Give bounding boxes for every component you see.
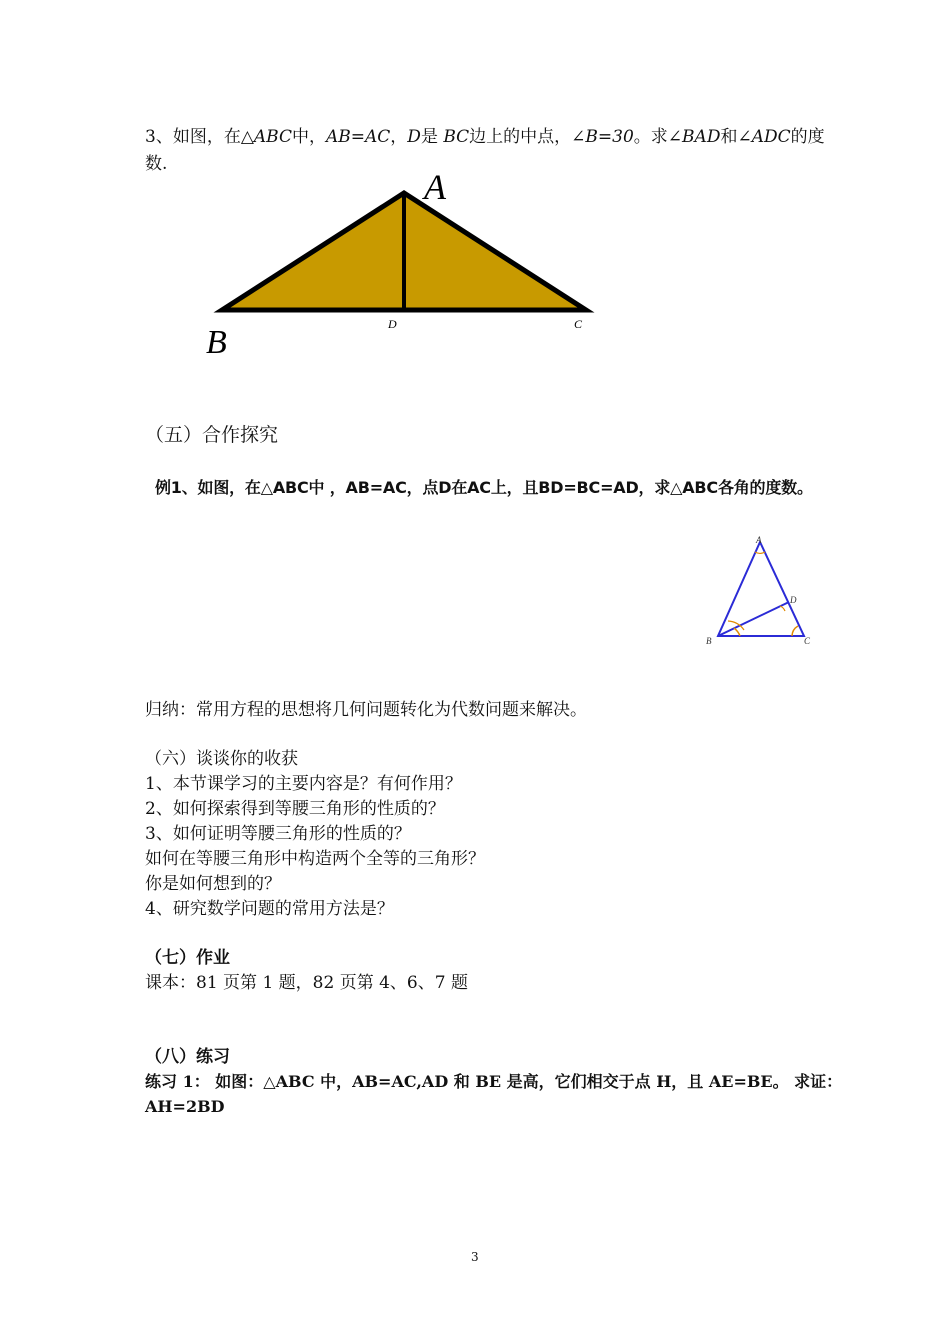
label-d: D <box>388 317 397 331</box>
section-6-item-2: 2、如何探索得到等腰三角形的性质的？ <box>145 799 445 819</box>
section-6-item-5: 你是如何想到的？ <box>145 874 281 894</box>
angle-arc-d <box>780 606 785 611</box>
section-7-title: （七）作业 <box>145 948 230 968</box>
label-c: C <box>574 317 583 331</box>
section-6-item-4: 如何在等腰三角形中构造两个全等的三角形？ <box>145 849 485 869</box>
problem-3-line-2: 数. <box>145 154 168 174</box>
section-8-title: （八）练习 <box>145 1047 230 1067</box>
segment-bd <box>718 602 789 636</box>
triangle-figure-abcd <box>700 530 820 648</box>
label-b-small: B <box>706 636 712 646</box>
section-6-item-3: 3、如何证明等腰三角形的性质的？ <box>145 824 411 844</box>
section-6-item-6: 4、研究数学问题的常用方法是？ <box>145 899 394 919</box>
label-c-small: C <box>804 636 811 646</box>
section-5-title: （五）合作探究 <box>145 424 279 446</box>
angle-arc-b <box>734 628 740 636</box>
summary-text: 归纳：常用方程的思想将几何问题转化为代数问题来解决。 <box>145 700 587 720</box>
problem-3-line-1: 3、如图，在△ABC中，AB=AC，D是 BC边上的中点，∠B=30。求∠BAD和∠ADC的度 <box>145 127 825 147</box>
label-b: B <box>206 324 227 361</box>
practice-1-line-2: AH=2BD <box>145 1097 225 1116</box>
practice-1-line-1: 练习 1： 如图：△ABC 中，AB=AC,AD 和 BE 是高，它们相交于点 H，且 AE=BE。 求证： <box>145 1072 843 1091</box>
angle-arc-c <box>792 626 798 636</box>
triangle-abc-outline <box>718 542 804 636</box>
label-d-small: D <box>790 595 797 605</box>
section-6-item-1: 1、本节课学习的主要内容是？有何作用？ <box>145 774 462 794</box>
triangle-figure-abc <box>200 165 600 365</box>
angle-arc-a <box>755 552 765 553</box>
page-number: 3 <box>471 1250 479 1264</box>
section-7-text: 课本：81 页第 1 题，82 页第 4、6、7 题 <box>145 973 468 993</box>
example-1-text: 例1、如图，在△ABC中 ，AB=AC，点D在AC上，且BD=BC=AD，求△ABC各角的度数。 <box>155 478 813 497</box>
label-a: A <box>424 167 446 207</box>
label-a-small: A <box>756 535 762 545</box>
section-6-title: （六）谈谈你的收获 <box>145 749 298 769</box>
